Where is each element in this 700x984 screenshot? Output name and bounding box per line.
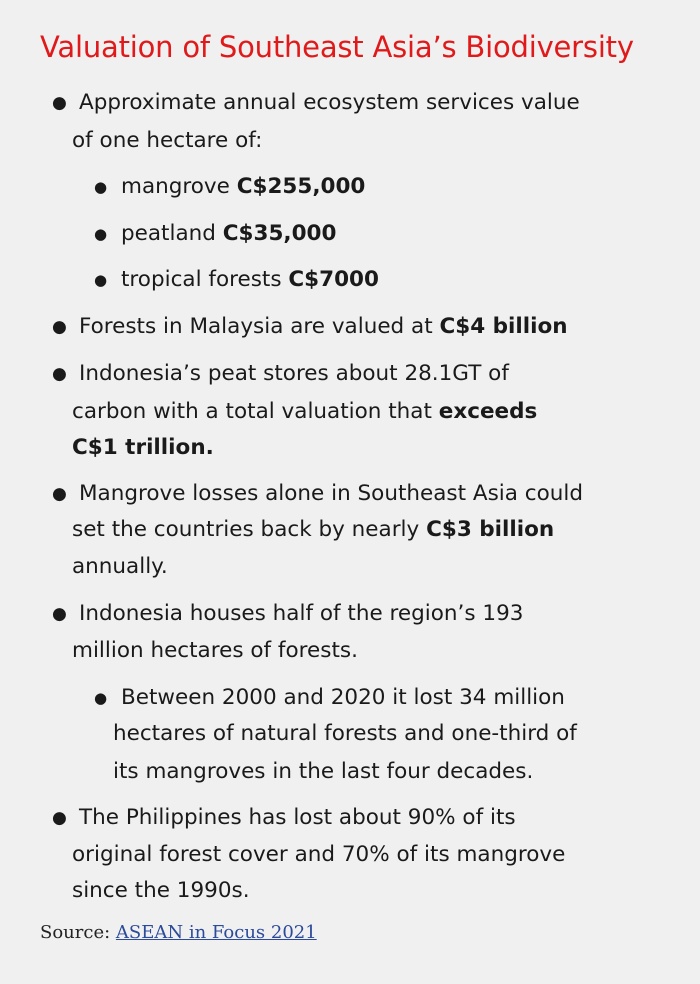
bullet-4-line-2: set the countries back by nearly C$3 billion <box>72 517 555 542</box>
source-link[interactable]: ASEAN in Focus 2021 <box>115 922 317 943</box>
bullet-3-line-1: Indonesia’s peat stores about 28.1GT of <box>79 361 509 386</box>
bullet-3-line-2: carbon with a total valuation that exceeds <box>72 399 538 424</box>
source-label: Source: <box>40 922 116 943</box>
sub-bullet-icon: ● <box>94 225 108 243</box>
source-citation <box>40 922 317 943</box>
sub-item-tropical-forests: tropical forests C$7000 <box>121 267 379 292</box>
bullet-5-line-2: million hectares of forests. <box>72 638 358 663</box>
bullet-5-sub-line-3: its mangroves in the last four decades. <box>113 759 534 784</box>
sub-bullet-icon: ● <box>94 178 108 196</box>
bullet-1-line-1: Approximate annual ecosystem services value <box>79 90 580 115</box>
bullet-5-line-1: Indonesia houses half of the region’s 193 <box>79 601 524 626</box>
bullet-icon: ● <box>52 364 67 384</box>
bullet-6-line-1: The Philippines has lost about 90% of its <box>79 805 516 830</box>
sub-item-mangrove: mangrove C$255,000 <box>121 174 366 199</box>
bullet-icon: ● <box>52 484 67 504</box>
bullet-6-line-2: original forest cover and 70% of its mangrove <box>72 842 566 867</box>
bullet-5-sub-line-1: Between 2000 and 2020 it lost 34 million <box>121 685 565 710</box>
bullet-6-line-3: since the 1990s. <box>72 878 250 903</box>
bullet-2: Forests in Malaysia are valued at C$4 billion <box>79 314 568 339</box>
bullet-1-line-2: of one hectare of: <box>72 128 263 153</box>
bullet-4-line-3: annually. <box>72 554 168 579</box>
bullet-3-line-3: C$1 trillion. <box>72 435 214 460</box>
sub-item-peatland: peatland C$35,000 <box>121 221 337 246</box>
sub-bullet-icon: ● <box>94 271 108 289</box>
bullet-icon: ● <box>52 808 67 828</box>
page-title: Valuation of Southeast Asia’s Biodiversity <box>40 30 634 64</box>
bullet-4-line-1: Mangrove losses alone in Southeast Asia could <box>79 481 583 506</box>
bullet-icon: ● <box>52 604 67 624</box>
bullet-icon: ● <box>52 93 67 113</box>
bullet-5-sub-line-2: hectares of natural forests and one-third of <box>113 721 577 746</box>
bullet-icon: ● <box>52 317 67 337</box>
sub-bullet-icon: ● <box>94 689 108 707</box>
